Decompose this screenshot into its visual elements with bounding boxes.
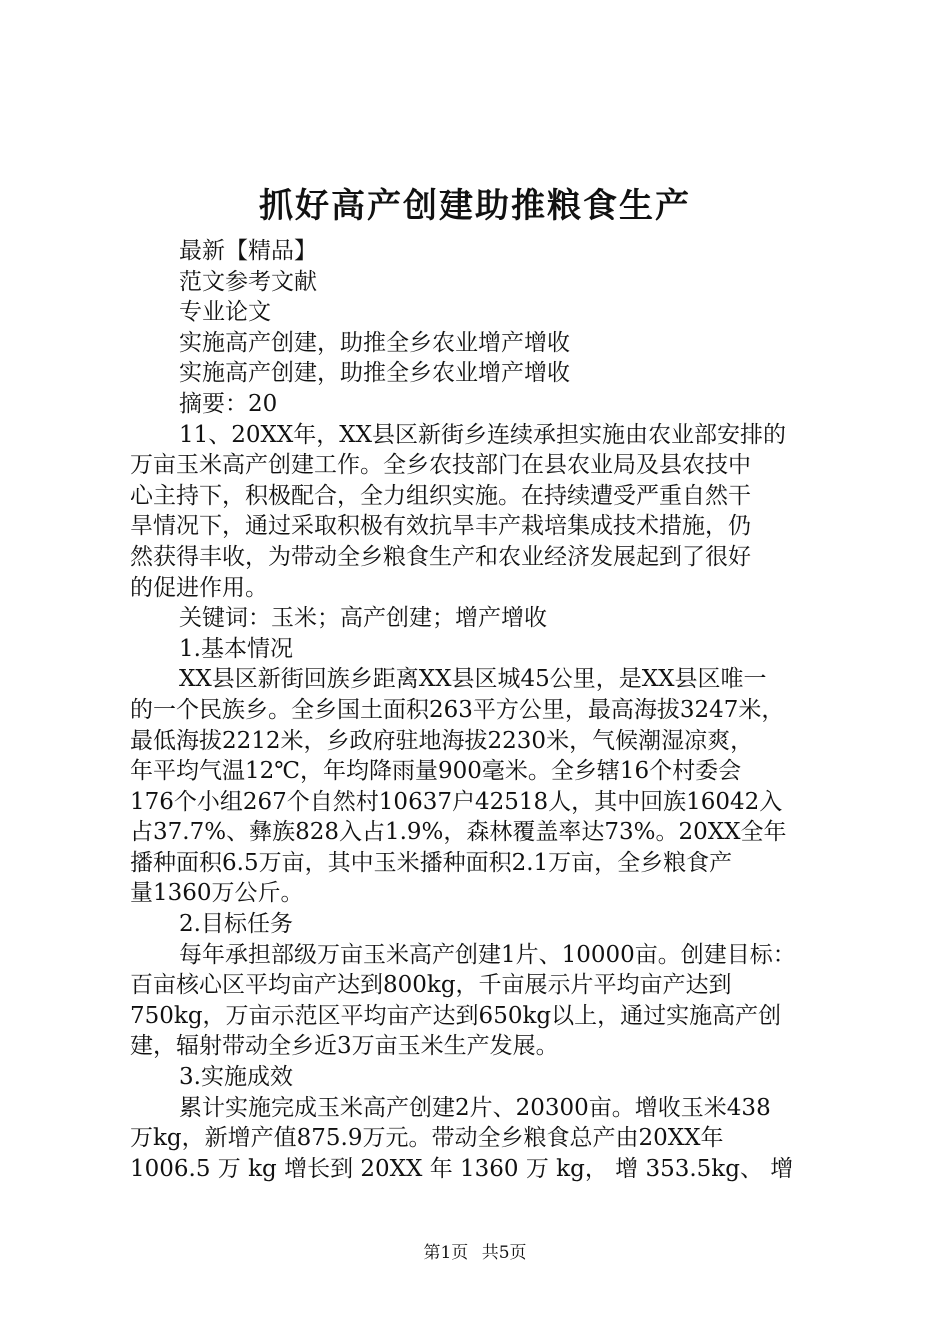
page-total: 共5页 <box>481 1243 527 1263</box>
section-line: 最低海拔2212米，乡政府驻地海拔2230米，气候潮湿凉爽， <box>130 727 754 754</box>
header-line: 范文参考文献 <box>179 268 317 295</box>
abstract-line: 旱情况下，通过采取积极有效抗旱丰产栽培集成技术措施，仍 <box>130 513 751 540</box>
section-heading: 1.基本情况 <box>179 635 293 662</box>
abstract-line: 心主持下，积极配合，全力组织实施。在持续遭受严重自然干 <box>130 482 751 509</box>
document-title: 抓好高产创建助推粮食生产 <box>259 186 691 226</box>
abstract-line: 万亩玉米高产创建工作。全乡农技部门在县农业局及县农技中 <box>130 452 751 479</box>
section-line: 的一个民族乡。全乡国土面积263平方公里，最高海拔3247米， <box>130 696 785 723</box>
abstract-line: 的促进作用。 <box>130 574 268 601</box>
section-heading: 3.实施成效 <box>179 1064 293 1091</box>
section-line: 占37.7%、彝族828入占1.9%，森林覆盖率达73%。20XX全年 <box>130 819 787 846</box>
section-line: 每年承担部级万亩玉米高产创建1片、10000亩。创建目标： <box>179 941 796 968</box>
section-line: XX县区新街回族乡距离XX县区城45公里，是XX县区唯一 <box>179 666 767 693</box>
keywords: 关键词：玉米；高产创建；增产增收 <box>179 605 547 632</box>
section-line: 量1360万公斤。 <box>130 880 304 907</box>
section-line: 百亩核心区平均亩产达到800kg，千亩展示片平均亩产达到 <box>130 972 732 999</box>
section-line: 750kg，万亩示范区平均亩产达到650kg以上，通过实施高产创 <box>130 1002 782 1029</box>
section-line: 176个小组267个自然村10637户42518人，其中回族16042入 <box>130 788 783 815</box>
header-line: 专业论文 <box>179 299 271 326</box>
section-line: 建，辐射带动全乡近3万亩玉米生产发展。 <box>130 1033 559 1060</box>
abstract-line: 然获得丰收，为带动全乡粮食生产和农业经济发展起到了很好 <box>130 543 751 570</box>
page-number: 第1页 <box>423 1243 469 1263</box>
section-line: 万kg，新增产值875.9万元。带动全乡粮食总产由20XX年 <box>130 1125 724 1152</box>
section-line: 播种面积6.5万亩，其中玉米播种面积2.1万亩，全乡粮食产 <box>130 849 733 876</box>
header-line: 实施高产创建，助推全乡农业增产增收 <box>179 360 570 387</box>
abstract-label: 摘要：20 <box>179 390 278 417</box>
section-line: 累计实施完成玉米高产创建2片、20300亩。增收玉米438 <box>179 1094 771 1121</box>
section-heading: 2.目标任务 <box>179 911 293 938</box>
page-footer <box>0 1241 950 1265</box>
section-line: 1006.5 万 kg 增长到 20XX 年 1360 万 kg， 增 353.5kg、 增 <box>130 1155 794 1182</box>
section-line: 年平均气温12℃，年均降雨量900毫米。全乡辖16个村委会 <box>130 758 742 785</box>
header-line: 最新【精品】 <box>179 238 317 264</box>
header-line: 实施高产创建，助推全乡农业增产增收 <box>179 329 570 356</box>
document-body <box>130 236 830 1184</box>
abstract-line: 11、20XX年，XX县区新街乡连续承担实施由农业部安排的 <box>179 421 787 448</box>
